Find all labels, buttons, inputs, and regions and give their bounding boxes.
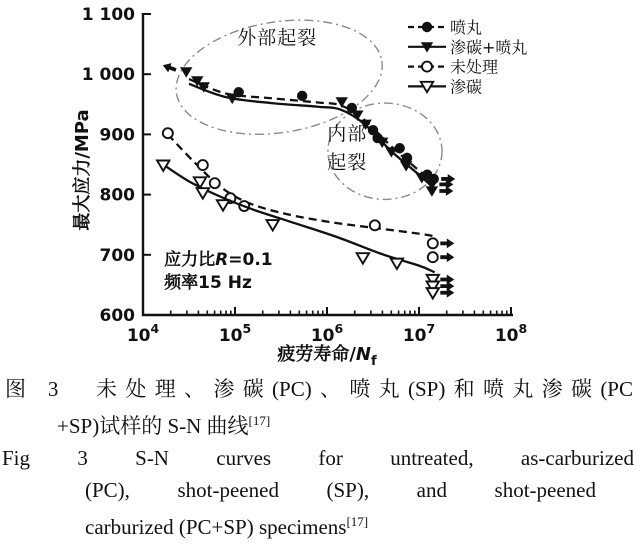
series-pc-sp	[161, 61, 453, 197]
offscale-arrow-icon	[161, 61, 178, 75]
marker-circle-open	[210, 178, 220, 188]
marker-triangle-open	[197, 188, 209, 198]
legend-label-untreated: 未处理	[450, 57, 499, 77]
caption-en-line3-text: carburized (PC+SP) specimens	[85, 515, 347, 539]
legend-label-sp: 喷丸	[450, 18, 483, 37]
frequency-label: 频率15 Hz	[164, 272, 252, 293]
marker-circle-filled	[422, 22, 432, 32]
runout-arrow-icon	[440, 252, 454, 262]
legend-label-pc: 渗碳	[450, 77, 483, 97]
x-tick-label: $10^4$	[126, 321, 160, 346]
runout-arrow-icon	[440, 238, 454, 248]
caption-zh-line2	[0, 405, 636, 442]
x-axis-title: 疲劳寿命$/N_f$	[277, 344, 377, 369]
caption-en-line3	[85, 506, 636, 543]
internal-initiation-region-ellipse	[328, 103, 442, 199]
region-label-0: 外部起裂	[237, 28, 318, 50]
marker-circle-open	[422, 62, 432, 72]
y-tick-label: 600	[99, 306, 135, 326]
marker-triangle-filled	[180, 67, 192, 77]
y-axis-title: 最大应力/MPa	[72, 109, 93, 231]
marker-triangle-open	[427, 288, 439, 298]
region-label-2: 起裂	[327, 152, 368, 174]
series-pc-sp-curve	[189, 84, 431, 186]
caption-zh-line2-text: +SP)试样的 S-N 曲线	[57, 414, 249, 438]
caption-en-line1: Fig 3 S-N curves for untreated, as-carburized	[2, 446, 634, 470]
x-tick-label: $10^7$	[402, 321, 436, 346]
marker-circle-open	[428, 238, 438, 248]
marker-circle-open	[428, 252, 438, 262]
marker-triangle-open	[391, 259, 403, 269]
runout-arrow-icon	[439, 186, 453, 196]
marker-circle-open	[198, 160, 208, 170]
marker-circle-filled	[297, 91, 307, 101]
stress-ratio-label: 应力比R=0.1	[164, 250, 273, 271]
caption-zh-line1: 图 3 未处理、渗碳(PC)、喷丸(SP)和喷丸渗碳(PC	[5, 377, 633, 401]
legend	[408, 18, 527, 96]
marker-triangle-filled	[426, 186, 438, 196]
marker-triangle-open	[267, 220, 279, 230]
caption-en-ref-sup: [17]	[346, 514, 369, 529]
series-sp-curve	[189, 79, 433, 181]
series-untreated	[163, 128, 454, 262]
marker-circle-open	[163, 128, 173, 138]
x-tick-label: $10^6$	[310, 321, 344, 346]
y-tick-label: 900	[99, 125, 135, 146]
marker-triangle-open	[157, 161, 169, 171]
marker-triangle-filled	[336, 97, 348, 107]
x-tick-label: $10^5$	[218, 321, 252, 346]
marker-circle-open	[370, 220, 380, 230]
y-tick-label: 1 100	[81, 5, 135, 25]
legend-label-pc-sp: 渗碳+喷丸	[450, 37, 528, 57]
y-tick-label: 1 000	[81, 65, 135, 86]
x-tick-label: $10^8$	[494, 321, 528, 346]
marker-triangle-open	[357, 253, 369, 263]
figure-caption	[0, 374, 636, 543]
region-label-1: 内部	[327, 123, 368, 145]
y-tick-label: 700	[99, 245, 135, 266]
marker-triangle-open	[217, 200, 229, 210]
caption-en-line2: (PC), shot-peened (SP), and shot-peened	[85, 478, 596, 502]
caption-zh-ref-sup: [17]	[248, 413, 271, 428]
y-tick-label: 800	[99, 185, 135, 206]
runout-arrow-icon	[440, 288, 454, 298]
